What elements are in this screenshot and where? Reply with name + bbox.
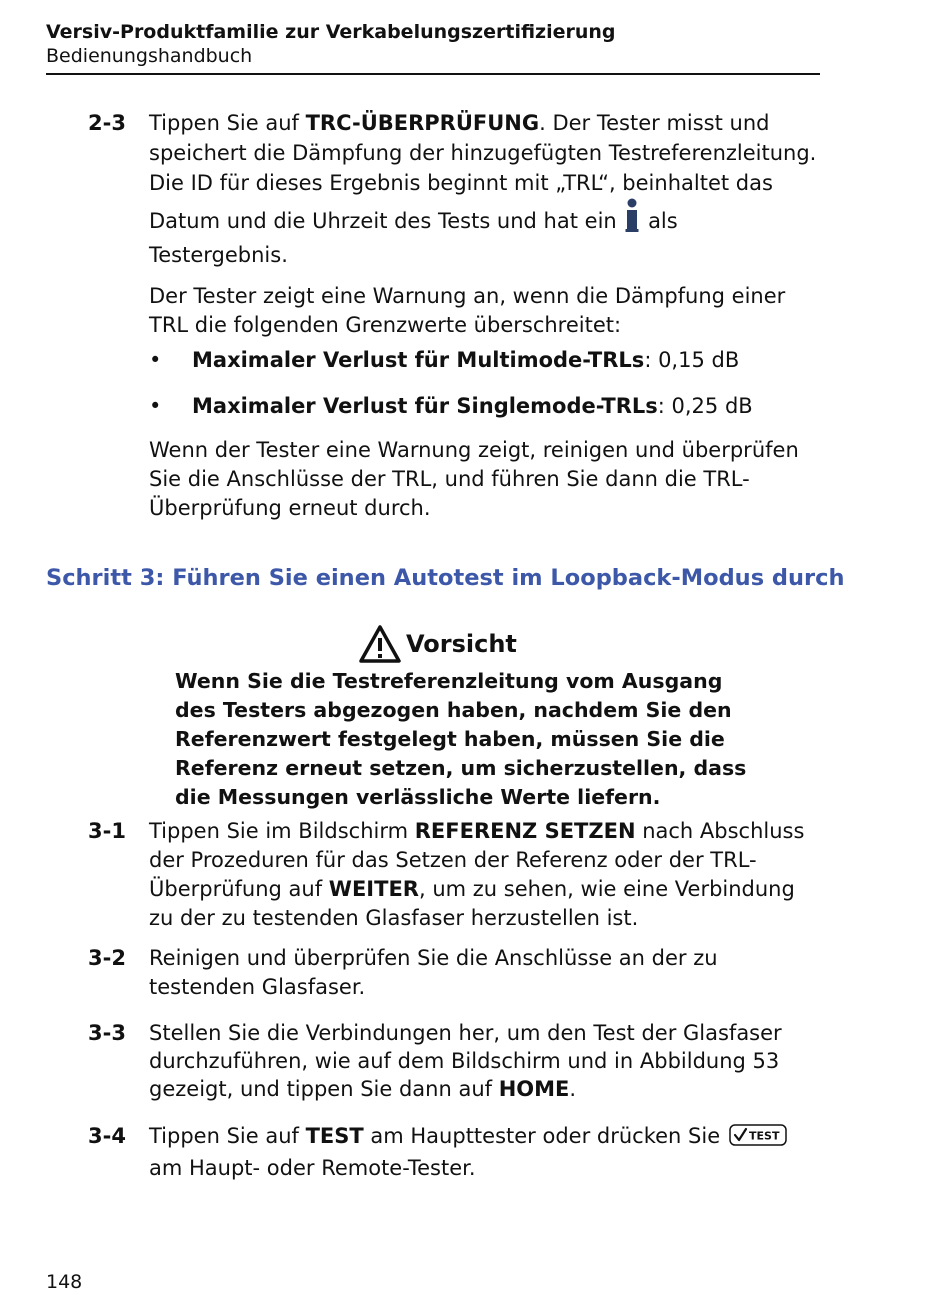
test-label: TEST [305, 1124, 364, 1148]
page-number: 148 [46, 1271, 83, 1293]
step-text: Tippen Sie auf TRC-ÜBERPRÜFUNG. Der Tester misst und speichert die Dämpfung der hinzugefügten Testreferenzleitung. Die ID für dieses Ergebnis beginnt mit „TRL“, beinhaltet das Datum und die Uhrzeit des Tests und hat ein als Testergebnis. [149, 111, 817, 267]
set-reference-label: REFERENZ SETZEN [414, 819, 636, 843]
header-divider [46, 73, 820, 75]
warning-triangle-icon [358, 624, 402, 664]
bullet-singlemode: • Maximaler Verlust für Singlemode-TRLs: 0,25 dB [149, 391, 819, 421]
bullet-multimode: • Maximaler Verlust für Multimode-TRLs: 0,15 dB [149, 345, 819, 375]
page-header [46, 20, 820, 68]
warning-action: Wenn der Tester eine Warnung zeigt, reinigen und überprüfen Sie die Anschlüsse der TRL, und führen Sie dann die TRL-Überprüfung erneut durch. [149, 438, 799, 520]
step-3-4 [88, 1122, 818, 1183]
trc-check-label: TRC-ÜBERPRÜFUNG [305, 111, 540, 135]
next-label: WEITER [328, 877, 419, 901]
step-3-3 [88, 1019, 818, 1103]
step-number: 2-3 [88, 111, 126, 135]
home-label: HOME [498, 1077, 570, 1101]
step-number: 3-1 [88, 819, 126, 843]
warning-intro: Der Tester zeigt eine Warnung an, wenn die Dämpfung einer TRL die folgenden Grenzwerte überschreitet: [149, 284, 786, 337]
caution-title [358, 624, 517, 664]
step-3-1 [88, 817, 818, 933]
test-key-label: TEST [748, 1129, 780, 1143]
step-2-3 [88, 108, 818, 270]
step-number: 3-2 [88, 946, 126, 970]
step-number: 3-3 [88, 1021, 126, 1045]
step-text: Reinigen und überprüfen Sie die Anschlüsse an der zu testenden Glasfaser. [149, 946, 718, 999]
header-subtitle: Bedienungshandbuch [46, 45, 253, 67]
caution-label: Vorsicht [406, 630, 517, 658]
step-text: Stellen Sie die Verbindungen her, um den Test der Glasfaser durchzuführen, wie auf dem Bildschirm und in Abbildung 53 gezeigt, und tippen Sie dann auf HOME. [149, 1021, 782, 1101]
bullet-marker: • [149, 348, 162, 372]
bullet-marker: • [149, 394, 162, 418]
test-key-icon [729, 1124, 787, 1154]
info-icon [625, 198, 639, 240]
step-text: Tippen Sie auf TEST am Haupttester oder drücken Sie TEST am Haupt- oder Remote-Tester. [149, 1122, 818, 1183]
section-heading: Schritt 3: Führen Sie einen Autotest im Loopback-Modus durch [46, 565, 845, 591]
step-number: 3-4 [88, 1124, 126, 1148]
step-3-2 [88, 944, 818, 1002]
step-text: Tippen Sie im Bildschirm REFERENZ SETZEN nach Abschluss der Prozeduren für das Setzen der Referenz oder der TRL-Überprüfung auf WEITER, um zu sehen, wie eine Verbindung zu der zu testenden Glasfaser herzustellen ist. [149, 819, 805, 930]
header-title: Versiv-Produktfamilie zur Verkabelungszertifizierung [46, 21, 616, 43]
caution-text: Wenn Sie die Testreferenzleitung vom Ausgang des Testers abgezogen haben, nachdem Sie den Referenzwert festgelegt haben, müssen Sie die Referenz erneut setzen, um sicherzustellen, dass die Messungen verlässliche Werte liefern. [175, 669, 747, 809]
